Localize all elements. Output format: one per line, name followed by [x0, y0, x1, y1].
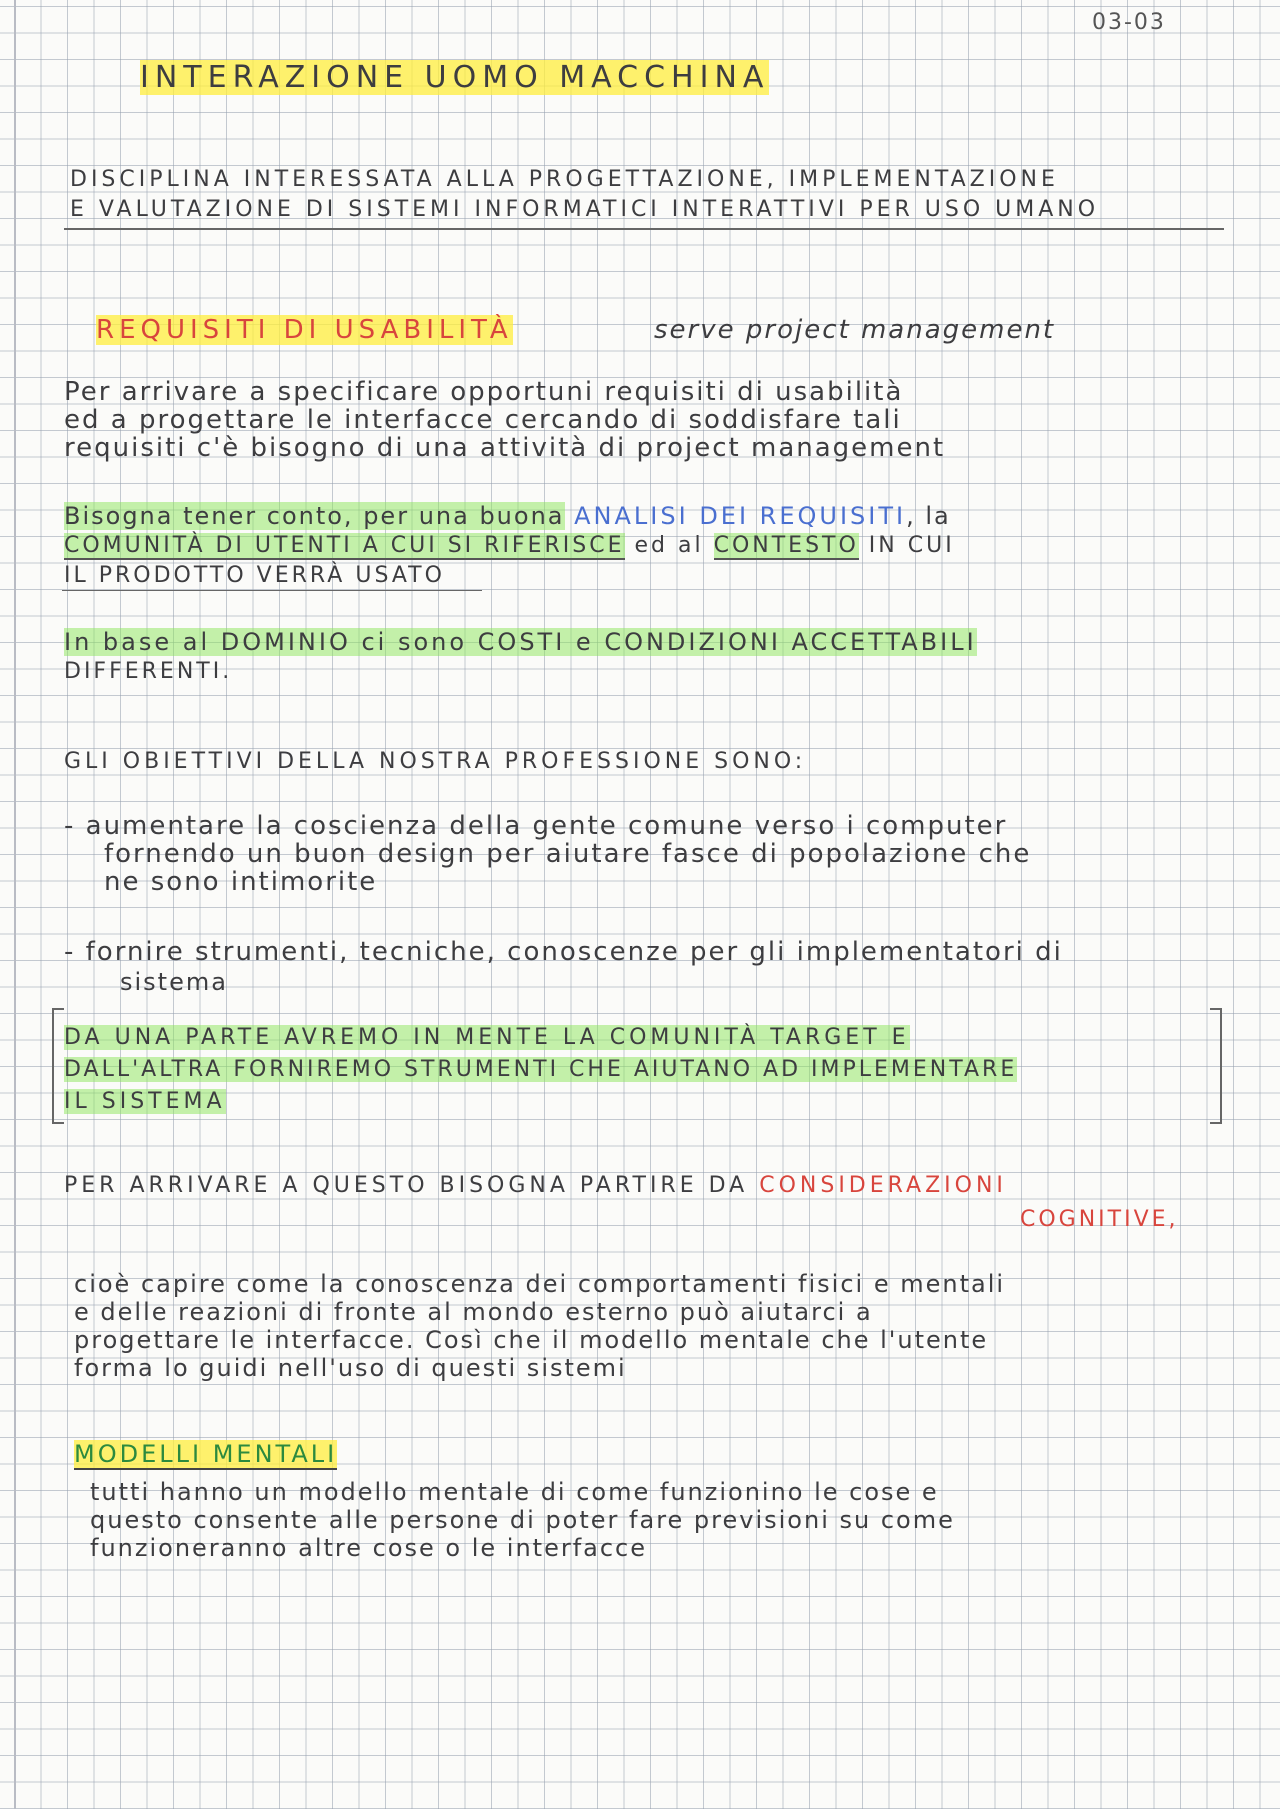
- boxed-note-line2-text: DALL'ALTRA FORNIREMO STRUMENTI CHE AIUTANO AD IMPLEMENTARE: [64, 1057, 1018, 1082]
- mental-models-heading: [74, 1440, 337, 1468]
- section-heading-requisiti: [96, 316, 513, 344]
- objective-2-line2: sistema: [120, 968, 228, 996]
- definition-line-1: DISCIPLINA INTERESSATA ALLA PROGETTAZIONE, IMPLEMENTAZIONE: [70, 167, 1059, 192]
- requisiti-para1-line2: ed a progettare le interfacce cercando di soddisfare tali: [64, 405, 902, 435]
- requisiti-para3-line1-text: In base al DOMINIO ci sono COSTI e CONDIZIONI ACCETTABILI: [64, 628, 977, 656]
- page-number: 03-03: [1092, 10, 1166, 35]
- page-title-text: INTERAZIONE UOMO MACCHINA: [140, 60, 770, 95]
- requisiti-para2-underline: [62, 590, 482, 591]
- objectives-intro: GLI OBIETTIVI DELLA NOSTRA PROFESSIONE SONO:: [64, 749, 807, 774]
- requisiti-para1-line1: Per arrivare a specificare opportuni requisiti di usabilità: [64, 377, 904, 407]
- cognitive-line1-a: PER ARRIVARE A QUESTO BISOGNA PARTIRE DA: [64, 1173, 749, 1198]
- analisi-requisiti-term: ANALISI DEI REQUISITI: [574, 502, 907, 530]
- mental-models-line3: funzioneranno altre cose o le interfacce: [90, 1534, 648, 1562]
- cognitive-para-line2: e delle reazioni di fronte al mondo esterno può aiutarci a: [74, 1298, 873, 1326]
- section-heading-requisiti-text: REQUISITI DI USABILITÀ: [96, 315, 513, 345]
- boxed-note-line3: [64, 1088, 226, 1116]
- requisiti-para2-line1-c: , la: [906, 502, 951, 530]
- cognitive-para-line1: cioè capire come la conoscenza dei comportamenti fisici e mentali: [74, 1270, 1006, 1298]
- objective-1-line1: - aumentare la coscienza della gente comune verso i computer: [64, 811, 1008, 841]
- cognitive-para-line3: progettare le interfacce. Così che il modello mentale che l'utente: [74, 1326, 989, 1354]
- objective-1-line3: ne sono intimorite: [104, 867, 378, 897]
- requisiti-para3-line1: [64, 628, 977, 656]
- requisiti-para2-line2-b: ed al: [634, 533, 704, 558]
- side-note: serve project management: [654, 315, 1056, 345]
- requisiti-para2-line2: [64, 532, 955, 560]
- boxed-note-line1: [64, 1024, 910, 1052]
- definition-underline: [64, 228, 1224, 230]
- requisiti-para2-line2-d: IN CUI: [868, 533, 955, 558]
- page-title: [140, 60, 770, 95]
- mental-models-line1: tutti hanno un modello mentale di come funzionino le cose e: [90, 1478, 939, 1506]
- boxed-note-line3-text: IL SISTEMA: [64, 1089, 226, 1114]
- contesto-term: CONTESTO: [713, 533, 859, 558]
- objective-2-line1: - fornire strumenti, tecniche, conoscenze per gli implementatori di: [64, 937, 1063, 967]
- comunita-utenti-term: COMUNITÀ DI UTENTI A CUI SI RIFERISCE: [64, 533, 625, 558]
- boxed-note-right-bracket: [1210, 1008, 1222, 1124]
- mental-models-line2: questo consente alle persone di poter fare previsioni su come: [90, 1506, 955, 1534]
- requisiti-para2-line1-a: Bisogna tener conto, per una buona: [64, 502, 565, 530]
- definition-line-2: E VALUTAZIONE DI SISTEMI INFORMATICI INTERATTIVI PER USO UMANO: [70, 197, 1100, 222]
- requisiti-para1-line3: requisiti c'è bisogno di una attività di project management: [64, 433, 946, 463]
- cognitive-line2: COGNITIVE,: [1020, 1207, 1179, 1232]
- cognitive-para-line4: forma lo guidi nell'uso di questi sistemi: [74, 1354, 627, 1382]
- boxed-note-line2: [64, 1056, 1017, 1084]
- mental-models-heading-text: MODELLI MENTALI: [74, 1440, 338, 1468]
- requisiti-para2-line3: IL PRODOTTO VERRÀ USATO: [64, 563, 445, 588]
- requisiti-para2-line1: [64, 502, 951, 530]
- considerazioni-term: CONSIDERAZIONI: [759, 1173, 1007, 1198]
- objective-1-line2: fornendo un buon design per aiutare fasce di popolazione che: [104, 839, 1032, 869]
- boxed-note-left-bracket: [52, 1008, 64, 1124]
- page-margin-line: [14, 0, 16, 1809]
- requisiti-para3-line2: DIFFERENTI.: [64, 659, 233, 684]
- cognitive-line1: [64, 1172, 1007, 1200]
- boxed-note-line1-text: DA UNA PARTE AVREMO IN MENTE LA COMUNITÀ TARGET E: [64, 1025, 910, 1050]
